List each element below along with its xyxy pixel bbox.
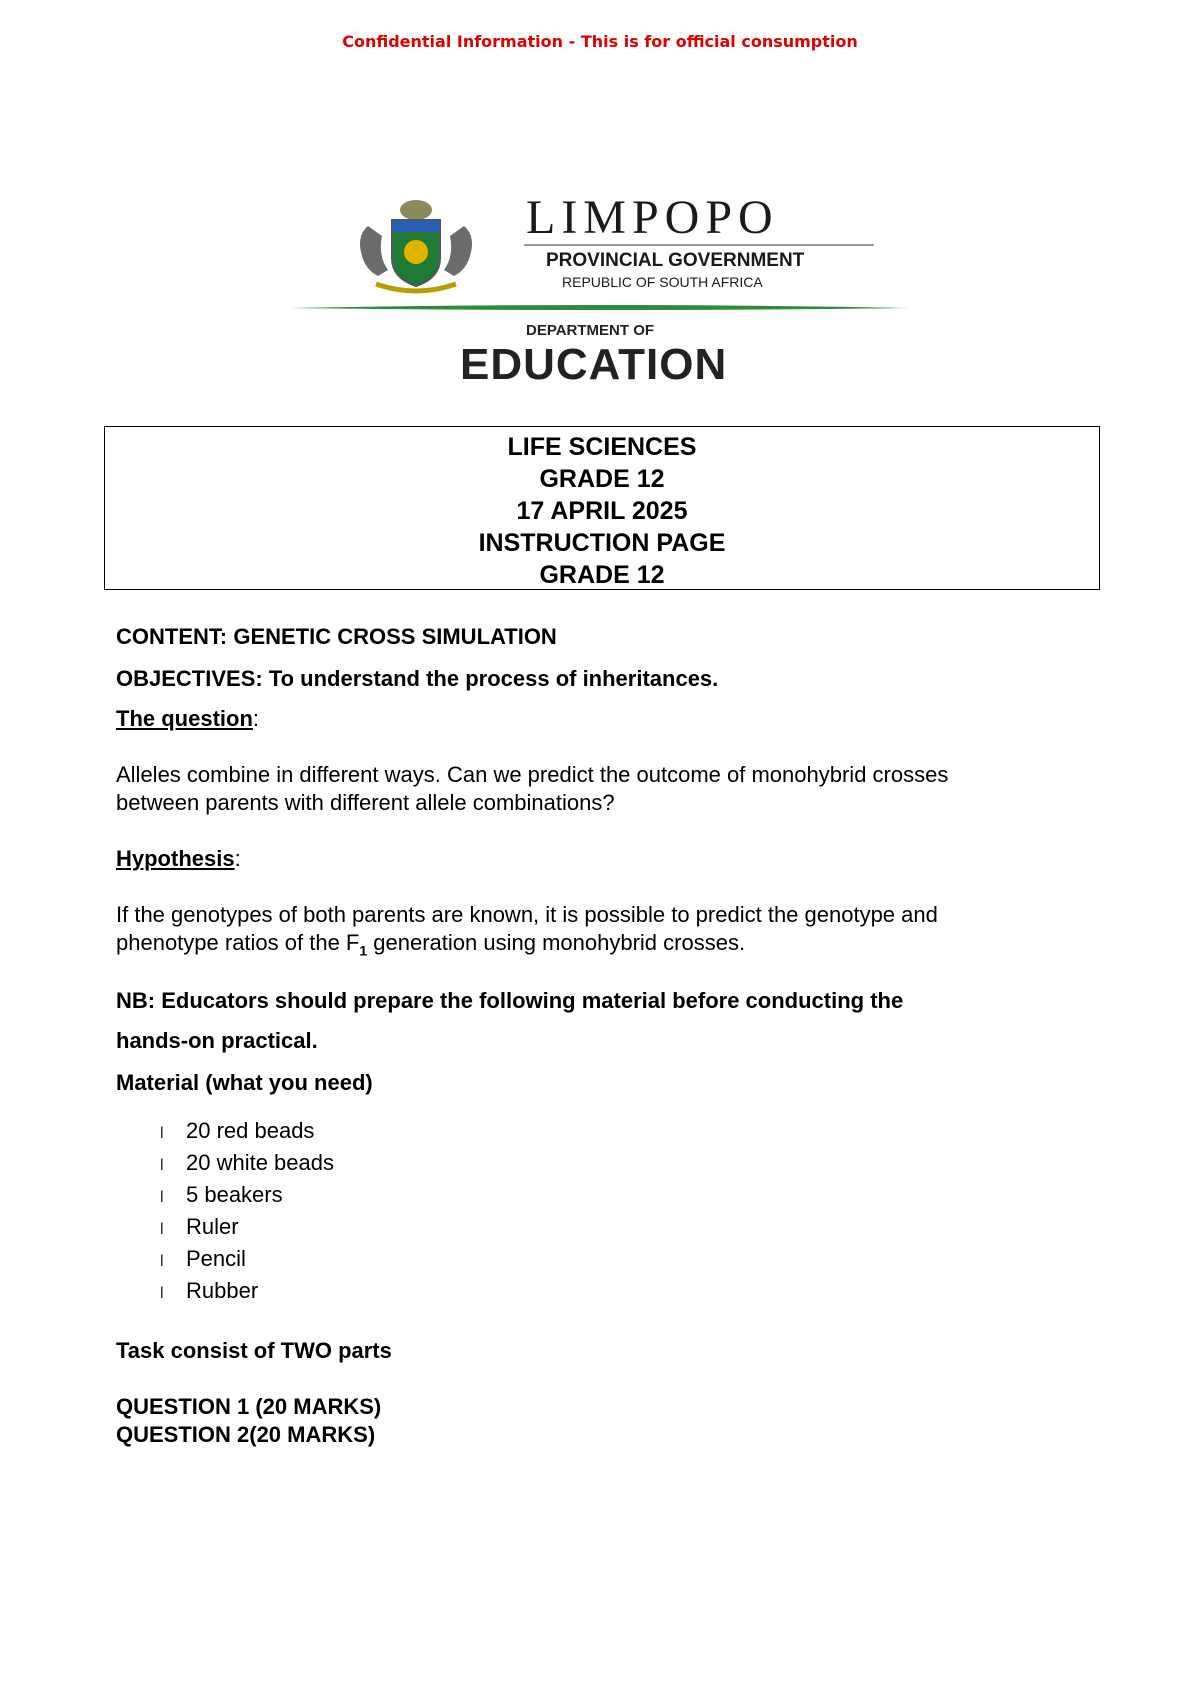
nb-label: NB: (116, 988, 156, 1013)
material-item: Ruler (186, 1214, 239, 1239)
list-item (160, 1246, 334, 1278)
title-grade-repeat: GRADE 12 (539, 561, 665, 589)
list-item (160, 1150, 334, 1182)
nb-line1 (116, 988, 903, 1014)
question-heading-colon: : (252, 706, 260, 731)
logo-line2: REPUBLIC OF SOUTH AFRICA (562, 274, 763, 290)
question-heading-text: The question (116, 706, 253, 731)
dept-name: EDUCATION (460, 340, 728, 389)
bullet-icon: l (160, 1157, 164, 1174)
limpopo-logo (290, 190, 910, 390)
question-text-line2: between parents with different allele combinations? (116, 790, 615, 815)
nb-text: Educators should prepare the following material before conducting the (161, 988, 904, 1013)
bullet-icon: l (160, 1221, 164, 1238)
green-rule (290, 304, 910, 312)
bullet-icon: l (160, 1189, 164, 1206)
hypothesis-line2-post: generation using monohybrid crosses. (367, 930, 746, 955)
content-line: CONTENT: GENETIC CROSS SIMULATION (116, 624, 557, 649)
hypothesis-line2 (116, 930, 745, 958)
list-item (160, 1214, 334, 1246)
material-item: Rubber (186, 1278, 259, 1303)
bullet-icon: l (160, 1285, 164, 1302)
material-item: 5 beakers (186, 1182, 283, 1207)
title-page-type: INSTRUCTION PAGE (478, 529, 726, 557)
material-item: Pencil (186, 1246, 246, 1271)
logo-name: LIMPOPO (526, 191, 779, 244)
question-text-line1: Alleles combine in different ways. Can we predict the outcome of monohybrid crosses (116, 762, 949, 787)
confidential-notice: Confidential Information - This is for official consumption (342, 32, 858, 51)
objectives-text: To understand the process of inheritances. (268, 666, 719, 691)
hypothesis-line2-pre: phenotype ratios of the F (116, 930, 360, 955)
hypothesis-heading-text: Hypothesis (116, 846, 235, 871)
title-date: 17 APRIL 2025 (516, 497, 688, 525)
objectives-label: OBJECTIVES: (116, 666, 263, 691)
question1-line: QUESTION 1 (20 MARKS) (116, 1394, 382, 1419)
logo-divider (524, 244, 874, 246)
material-item: 20 red beads (186, 1118, 315, 1143)
f1-subscript: 1 (359, 942, 368, 959)
task-line: Task consist of TWO parts (116, 1338, 392, 1363)
bullet-icon: l (160, 1125, 164, 1142)
material-item: 20 white beads (186, 1150, 334, 1175)
material-heading: Material (what you need) (116, 1070, 373, 1095)
bullet-icon: l (160, 1253, 164, 1270)
list-item (160, 1118, 334, 1150)
question-heading (116, 706, 259, 732)
dept-of-label: DEPARTMENT OF (526, 322, 655, 339)
hypothesis-heading (116, 846, 241, 872)
title-subject: LIFE SCIENCES (507, 433, 697, 461)
list-item (160, 1278, 334, 1310)
materials-list (160, 1118, 334, 1310)
title-grade: GRADE 12 (539, 465, 665, 493)
coat-of-arms-icon (346, 196, 486, 296)
logo-line1: PROVINCIAL GOVERNMENT (546, 250, 805, 271)
question2-line: QUESTION 2(20 MARKS) (116, 1422, 376, 1447)
objectives (116, 666, 718, 692)
list-item (160, 1182, 334, 1214)
hypothesis-line1: If the genotypes of both parents are known, it is possible to predict the genotype and (116, 902, 938, 927)
nb-line2: hands-on practical. (116, 1028, 318, 1053)
hypothesis-heading-colon: : (234, 846, 241, 871)
title-box (104, 426, 1100, 590)
